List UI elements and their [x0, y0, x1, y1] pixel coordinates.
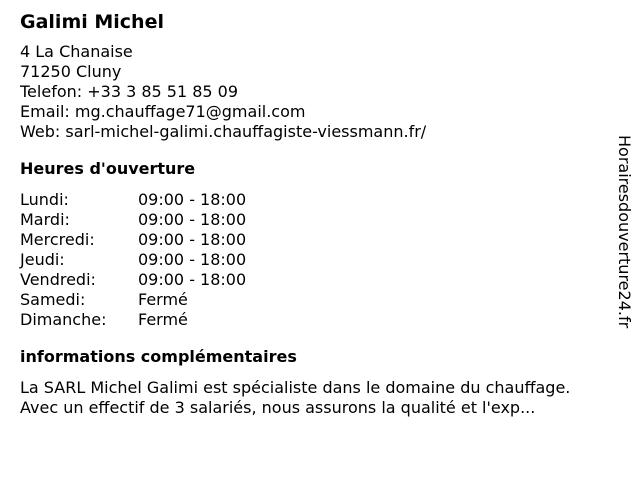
- hours-row-monday: [20, 190, 610, 210]
- additional-info-heading: informations complémentaires: [20, 347, 297, 366]
- hours-day-label: Mercredi:: [20, 230, 95, 249]
- opening-hours-table: [20, 190, 610, 330]
- hours-time-value: Fermé: [138, 290, 188, 309]
- hours-day-label: Jeudi:: [20, 250, 65, 269]
- phone-line: Telefon: +33 3 85 51 85 09: [20, 82, 239, 101]
- hours-day-label: Samedi:: [20, 290, 86, 309]
- hours-time-value: 09:00 - 18:00: [138, 190, 247, 209]
- opening-hours-heading: Heures d'ouverture: [20, 159, 196, 178]
- hours-day-label: Dimanche:: [20, 310, 107, 329]
- hours-time-value: Fermé: [138, 310, 188, 329]
- hours-row-sunday: [20, 310, 610, 330]
- description-line-2: Avec un effectif de 3 salariés, nous assurons la qualité et l'exp...: [20, 398, 536, 417]
- email-line: Email: mg.chauffage71@gmail.com: [20, 102, 306, 121]
- hours-row-thursday: [20, 250, 610, 270]
- hours-day-label: Mardi:: [20, 210, 70, 229]
- website-line: Web: sarl-michel-galimi.chauffagiste-viessmann.fr/: [20, 122, 427, 141]
- hours-row-friday: [20, 270, 610, 290]
- hours-day-label: Vendredi:: [20, 270, 96, 289]
- hours-time-value: 09:00 - 18:00: [138, 250, 247, 269]
- business-name: Galimi Michel: [20, 11, 164, 33]
- hours-time-value: 09:00 - 18:00: [138, 270, 247, 289]
- hours-row-saturday: [20, 290, 610, 310]
- hours-time-value: 09:00 - 18:00: [138, 230, 247, 249]
- business-card: [20, 10, 610, 418]
- site-watermark: Horairesdouverture24.fr: [615, 135, 634, 329]
- address-line-street: 4 La Chanaise: [20, 42, 133, 61]
- description-line-1: La SARL Michel Galimi est spécialiste dans le domaine du chauffage.: [20, 378, 571, 397]
- hours-day-label: Lundi:: [20, 190, 69, 209]
- hours-row-tuesday: [20, 210, 610, 230]
- hours-time-value: 09:00 - 18:00: [138, 210, 247, 229]
- hours-row-wednesday: [20, 230, 610, 250]
- address-line-city: 71250 Cluny: [20, 62, 122, 81]
